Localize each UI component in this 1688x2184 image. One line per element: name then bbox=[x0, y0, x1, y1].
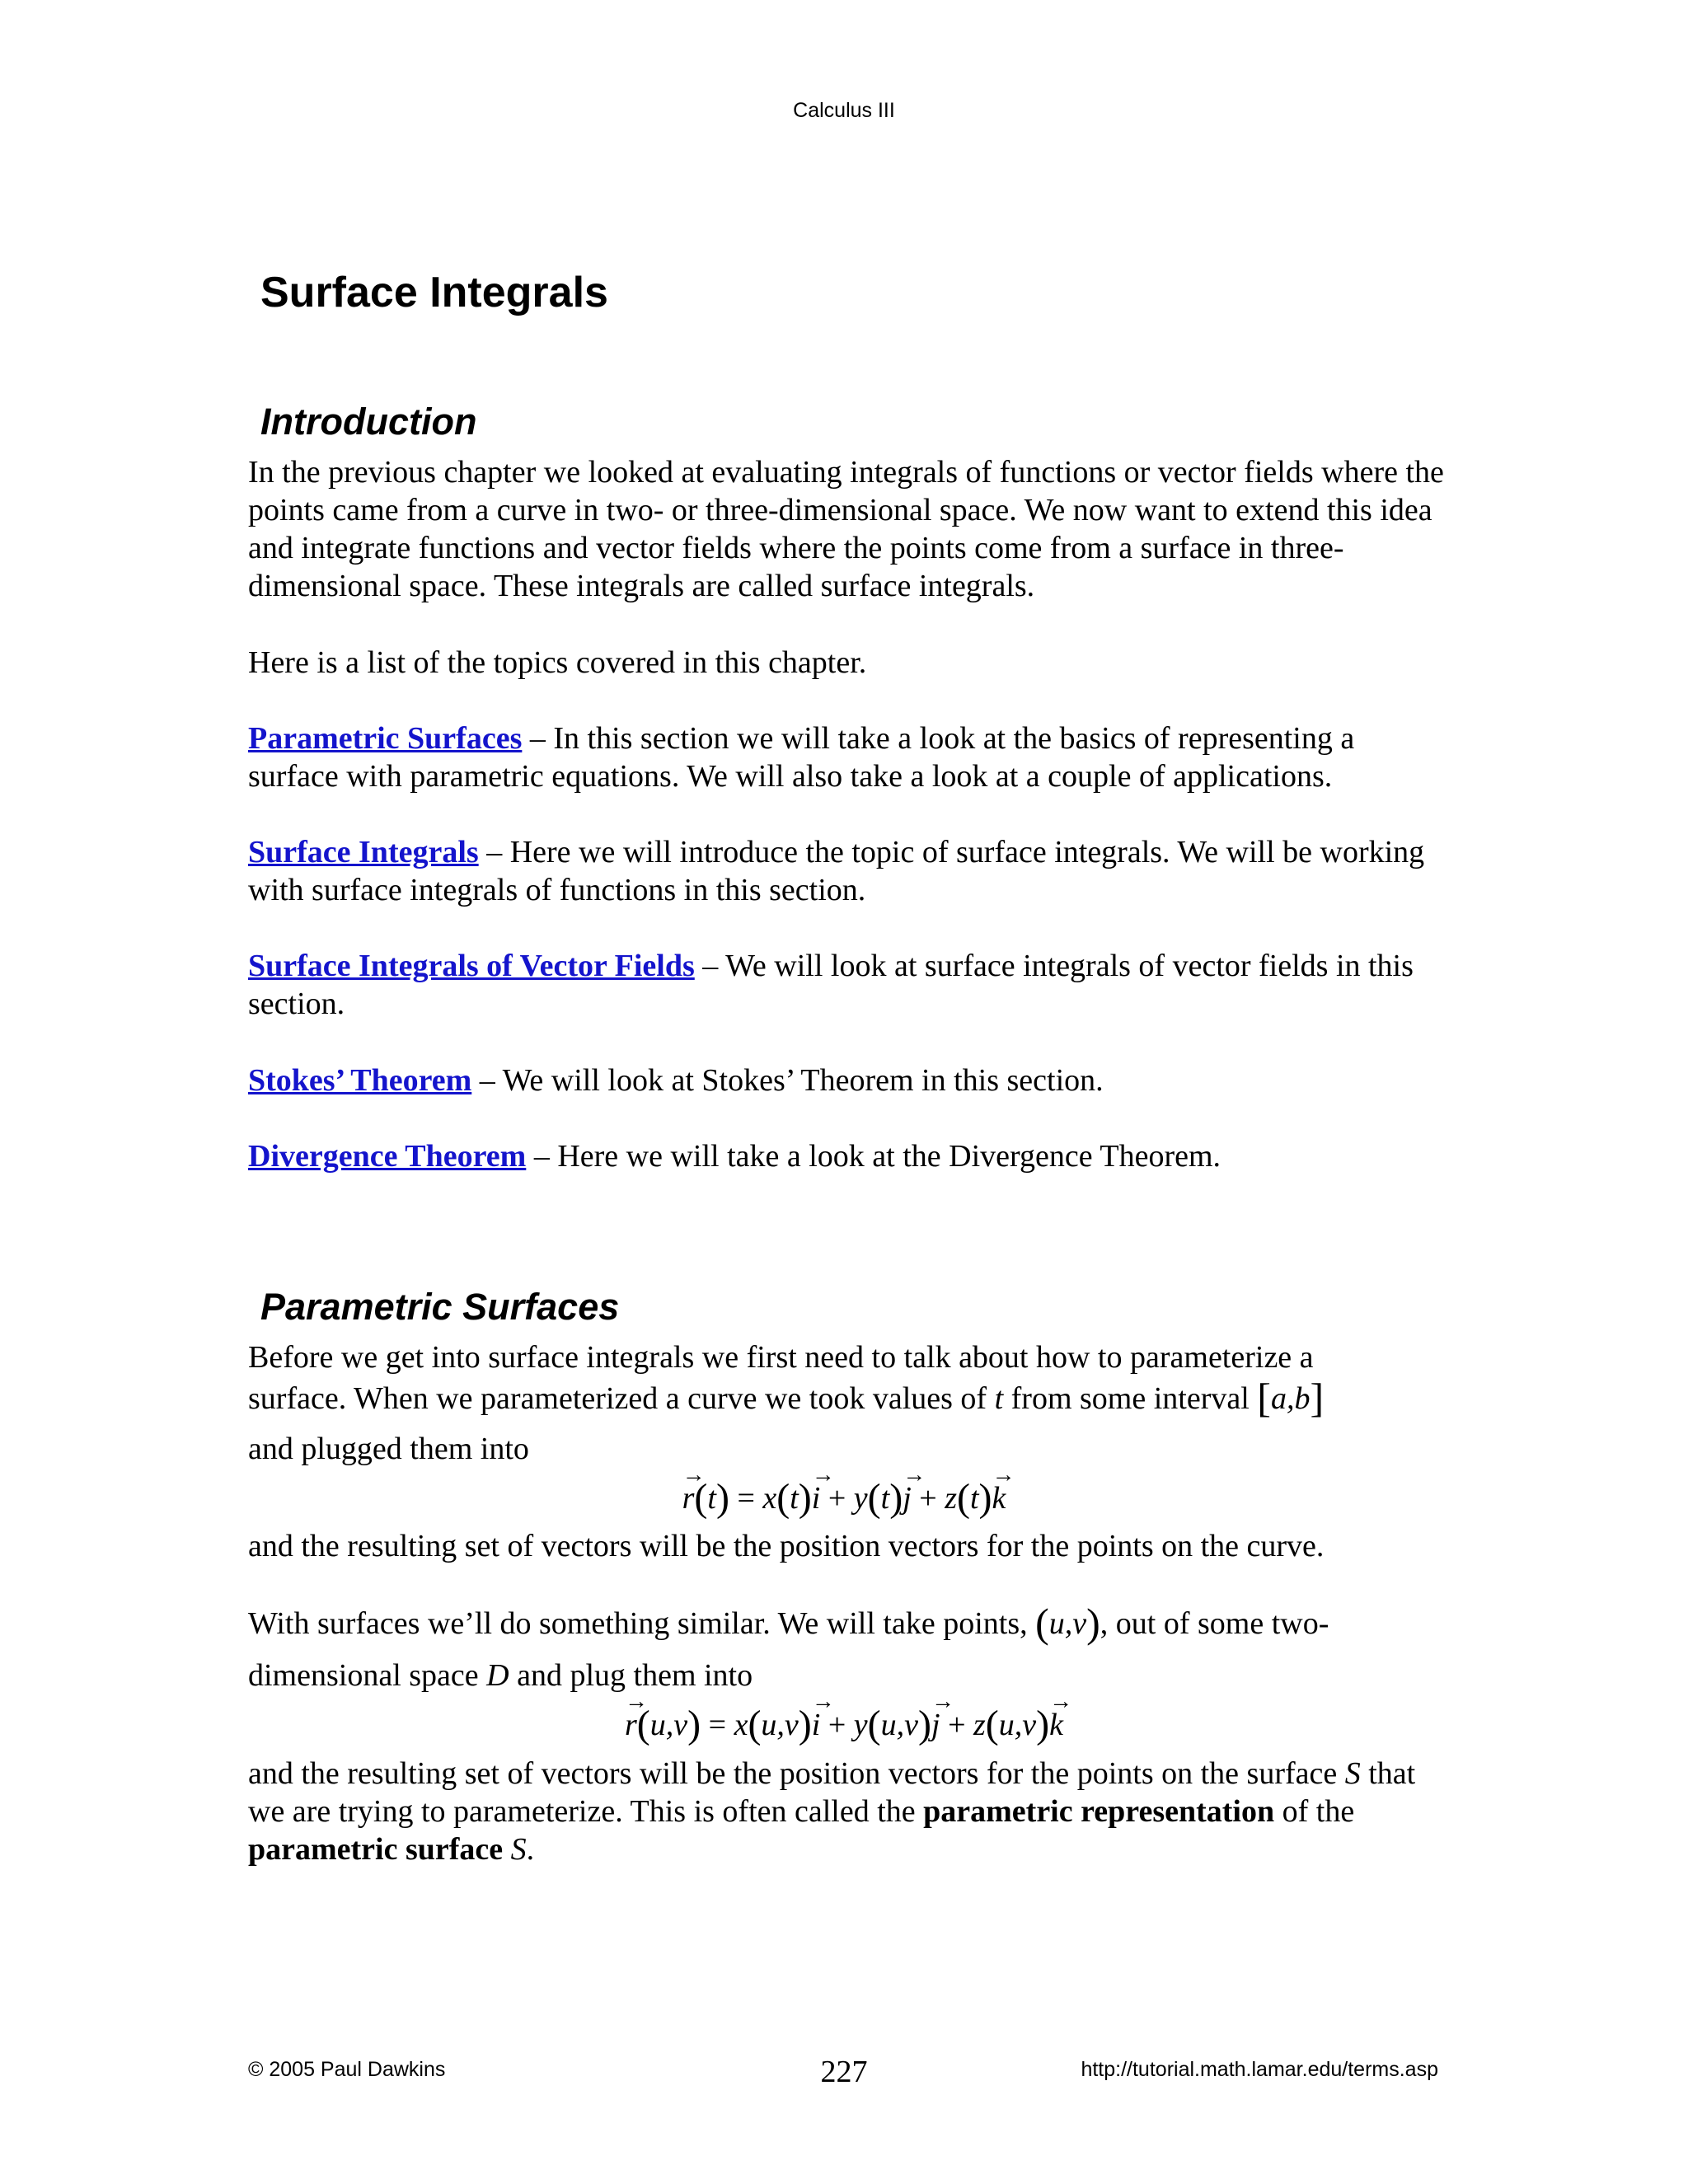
link-surface-integrals[interactable]: Surface Integrals bbox=[248, 835, 479, 869]
term-parametric-representation: parametric representation bbox=[923, 1794, 1275, 1829]
param-paragraph-3-line2 bbox=[248, 1657, 1451, 1694]
param-paragraph-line1: Before we get into surface integrals we first need to talk about how to parameterize a bbox=[248, 1340, 1314, 1375]
text-run: With surfaces we’ll do something similar. We will take points, bbox=[248, 1606, 1036, 1641]
param-paragraph-2: and the resulting set of vectors will be the position vectors for the points on the curve. bbox=[248, 1529, 1325, 1563]
text-run: . bbox=[526, 1832, 535, 1867]
variable-S: S bbox=[1344, 1756, 1361, 1791]
eq-plus: + bbox=[820, 1708, 854, 1742]
eq-arg: u,v bbox=[880, 1708, 919, 1742]
footer-url: http://tutorial.math.lamar.edu/terms.asp bbox=[1081, 2058, 1438, 2081]
topics-intro-paragraph: Here is a list of the topics covered in this chapter. bbox=[248, 645, 867, 680]
topic-description: – Here we will take a look at the Divergence Theorem. bbox=[526, 1139, 1221, 1174]
eq-y: y bbox=[853, 1708, 868, 1742]
vector-i: → i bbox=[812, 1480, 821, 1516]
eq-sign: = bbox=[729, 1481, 763, 1516]
eq-arg: u,v bbox=[761, 1708, 799, 1742]
eq-sign: = bbox=[701, 1708, 734, 1742]
eq-plus: + bbox=[911, 1481, 945, 1516]
param-paragraph-line2: surface. When we parameterized a curve we took values of t from some interval [a,b] bbox=[248, 1375, 1325, 1421]
point-uv: u,v bbox=[1048, 1606, 1087, 1641]
text-run: from some interval bbox=[1003, 1381, 1258, 1416]
eq-arg: t bbox=[790, 1481, 799, 1516]
term-parametric-surface: parametric surface bbox=[248, 1832, 504, 1867]
text-run: dimensional space bbox=[248, 1658, 487, 1693]
eq-arg: t bbox=[707, 1481, 716, 1516]
link-divergence-theorem[interactable]: Divergence Theorem bbox=[248, 1139, 527, 1174]
text-run: , out of some two- bbox=[1100, 1606, 1329, 1641]
eq-z: z bbox=[973, 1708, 986, 1742]
topic-description: – We will look at surface integrals of vector fields in this section. bbox=[248, 949, 1414, 1021]
param-paragraph-3-line1: With surfaces we’ll do something similar. We will take points, (u,v), out of some two- bbox=[248, 1600, 1329, 1646]
chapter-title: Surface Integrals bbox=[260, 269, 608, 316]
topic-surface-integrals-vector-fields bbox=[248, 947, 1451, 1023]
text-run: surface. When we parameterized a curve we took values of bbox=[248, 1381, 995, 1416]
footer-copyright: © 2005 Paul Dawkins bbox=[248, 2058, 446, 2081]
eq-arg: t bbox=[880, 1481, 890, 1516]
vector-k: → k bbox=[992, 1480, 1006, 1516]
topic-description: – We will look at Stokes’ Theorem in this section. bbox=[471, 1063, 1104, 1098]
variable-S: S bbox=[510, 1832, 527, 1867]
eq-z: z bbox=[945, 1481, 957, 1516]
topic-description: – In this section we will take a look at the basics of representing a surface with parametric equations. We will also take a look at a couple of applications. bbox=[248, 721, 1355, 794]
equation-curve: → r(t) = x(t)→ i + y(t)→ j + z(t)→ k bbox=[0, 1475, 1688, 1521]
eq-x: x bbox=[762, 1481, 777, 1516]
eq-arg: u,v bbox=[998, 1708, 1037, 1742]
variable-t: t bbox=[994, 1381, 1004, 1416]
vector-j: → j bbox=[903, 1480, 912, 1516]
page-number: 227 bbox=[820, 2055, 868, 2089]
equation-surface: → r(u,v) = x(u,v)→ i + y(u,v)→ j + z(u,v)→ k bbox=[0, 1702, 1688, 1747]
interval-ab: a,b bbox=[1270, 1381, 1311, 1416]
vector-k: → k bbox=[1049, 1707, 1063, 1743]
introduction-heading: Introduction bbox=[260, 401, 477, 443]
text-run: and plug them into bbox=[509, 1658, 753, 1693]
link-stokes-theorem[interactable]: Stokes’ Theorem bbox=[248, 1063, 472, 1098]
link-surface-integrals-vector-fields[interactable]: Surface Integrals of Vector Fields bbox=[248, 949, 695, 983]
vector-r: → r bbox=[625, 1707, 637, 1743]
eq-y: y bbox=[853, 1481, 868, 1516]
topic-stokes-theorem bbox=[248, 1062, 1451, 1099]
vector-r: → r bbox=[682, 1480, 695, 1516]
eq-x: x bbox=[734, 1708, 748, 1742]
text-run: and the resulting set of vectors will be the position vectors for the points on the surface bbox=[248, 1756, 1345, 1791]
eq-plus: + bbox=[820, 1481, 854, 1516]
text-run: that we are trying to parameterize. This is often called the bbox=[248, 1756, 1416, 1829]
param-paragraph-4 bbox=[248, 1755, 1451, 1868]
intro-paragraph: In the previous chapter we looked at evaluating integrals of functions or vector fields where the points came from a curve in two- or three-dimensional space. We now want to extend this idea and integrate functions and vector fields where the points come from a surface in three-dimensional space. These integrals are called surface integrals. bbox=[248, 455, 1444, 603]
text-run bbox=[503, 1832, 511, 1867]
link-parametric-surfaces[interactable]: Parametric Surfaces bbox=[248, 721, 523, 756]
topic-parametric-surfaces bbox=[248, 719, 1451, 795]
eq-plus: + bbox=[940, 1708, 973, 1742]
param-paragraph-line3: and plugged them into bbox=[248, 1432, 529, 1466]
parametric-surfaces-heading: Parametric Surfaces bbox=[260, 1286, 620, 1328]
vector-i: → i bbox=[812, 1707, 821, 1743]
topic-divergence-theorem bbox=[248, 1137, 1451, 1175]
eq-arg: u,v bbox=[649, 1708, 688, 1742]
running-header: Calculus III bbox=[793, 99, 895, 122]
variable-D: D bbox=[486, 1658, 509, 1693]
vector-j: → j bbox=[931, 1707, 940, 1743]
eq-arg: t bbox=[969, 1481, 979, 1516]
topic-surface-integrals bbox=[248, 833, 1451, 909]
text-run: of the bbox=[1274, 1794, 1355, 1829]
topic-description: – Here we will introduce the topic of surface integrals. We will be working with surface integrals of functions in this section. bbox=[248, 835, 1425, 907]
